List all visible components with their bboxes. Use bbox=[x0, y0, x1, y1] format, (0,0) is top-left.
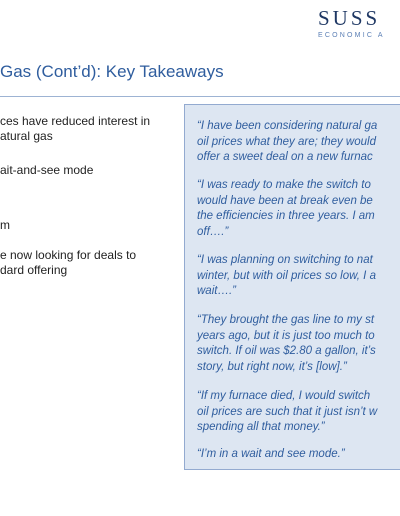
quote-line: “If my furnace died, I would switch bbox=[197, 390, 371, 402]
quote-line: switch. If oil was $2.80 a gallon, it’s bbox=[197, 345, 376, 357]
takeaway-line: m bbox=[0, 218, 10, 232]
company-logo bbox=[318, 6, 385, 39]
logo-wordmark: SUSS bbox=[318, 6, 381, 30]
takeaway-item bbox=[0, 114, 150, 144]
quote-line: winter, but with oil prices so low, I a bbox=[197, 269, 376, 282]
takeaway-line: atural gas bbox=[0, 129, 53, 143]
logo-subtitle: ECONOMIC A bbox=[318, 32, 385, 39]
quote-line: offer a sweet deal on a new furnac bbox=[197, 151, 373, 163]
quote bbox=[197, 178, 400, 240]
takeaway-item bbox=[0, 218, 10, 233]
quote-line: oil prices are such that it just isn’t w bbox=[197, 405, 378, 418]
takeaway-item bbox=[0, 163, 93, 178]
takeaway-item bbox=[0, 248, 136, 278]
quote bbox=[197, 313, 400, 375]
title-divider bbox=[0, 96, 400, 97]
quote-line: wait….” bbox=[197, 285, 236, 297]
quote-line: “I’m in a wait and see mode.” bbox=[197, 448, 345, 460]
quote-line: “They brought the gas line to my st bbox=[197, 314, 375, 326]
quote-line: off….” bbox=[197, 225, 229, 238]
quote-line: “I have been considering natural ga bbox=[197, 120, 378, 132]
quote bbox=[197, 253, 400, 300]
takeaway-line: ces have reduced interest in bbox=[0, 114, 151, 128]
takeaway-line: e now looking for deals to bbox=[0, 248, 137, 262]
takeaway-line: dard offering bbox=[0, 263, 68, 277]
slide-title: Gas (Cont’d): Key Takeaways bbox=[0, 62, 224, 81]
quote-line: years ago, but it is just too much to bbox=[197, 329, 375, 342]
quote-line: the efficiencies in three years. I am bbox=[197, 210, 375, 222]
quote bbox=[197, 119, 400, 166]
quote bbox=[197, 389, 400, 436]
quote-line: would have been at break even be bbox=[197, 194, 373, 207]
takeaway-line: ait-and-see mode bbox=[0, 163, 94, 177]
quote bbox=[197, 447, 400, 463]
quote-line: oil prices what they are; they would bbox=[197, 135, 376, 148]
quotes-panel bbox=[184, 104, 400, 470]
quote-line: “I was ready to make the switch to bbox=[197, 179, 371, 191]
quote-line: story, but right now, it’s [low].” bbox=[197, 360, 347, 373]
quote-line: spending all that money.” bbox=[197, 421, 325, 433]
quote-line: “I was planning on switching to nat bbox=[197, 254, 373, 266]
